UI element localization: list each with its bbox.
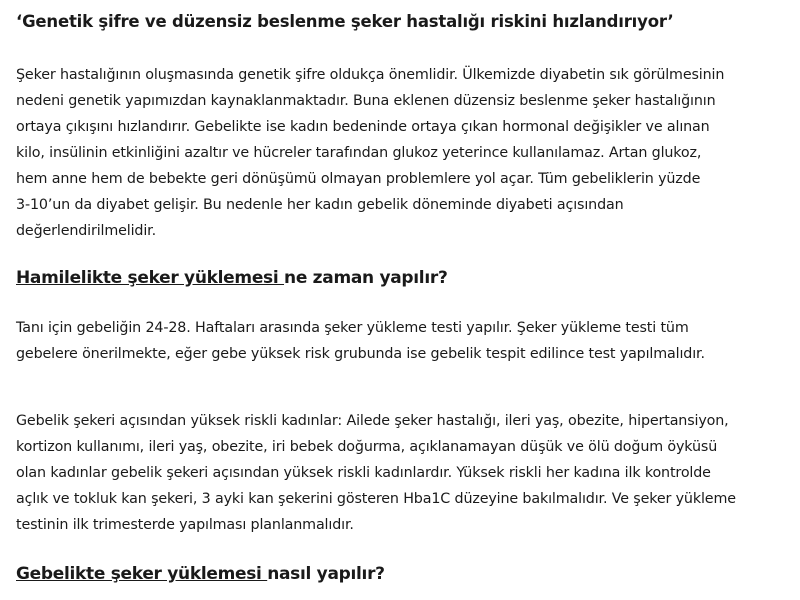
heading-rest-text: ne zaman yapılır? bbox=[284, 268, 448, 288]
paragraph-line: Şeker hastalığının oluşmasında genetik şifre oldukça önemlidir. Ülkemizde diyabetin sık görülmesinin bbox=[16, 67, 725, 83]
hamilelikte-seker-yuklemesi-link[interactable]: Hamilelikte şeker yüklemesi bbox=[16, 268, 285, 288]
section-heading-how bbox=[16, 564, 385, 584]
paragraph-line: 3-10’un da diyabet gelişir. Bu nedenle her kadın gebelik döneminde diyabeti açısından bbox=[16, 197, 624, 213]
paragraph-line: ortaya çıkışını hızlandırır. Gebelikte ise kadın bedeninde ortaya çıkan hormonal değişikler ve alınan bbox=[16, 119, 710, 135]
paragraph-high-risk bbox=[16, 408, 736, 538]
paragraph-test-timing bbox=[16, 315, 705, 367]
paragraph-line: testinin ilk trimesterde yapılması planlanmalıdır. bbox=[16, 517, 354, 533]
paragraph-line: hem anne hem de bebekte geri dönüşümü olmayan problemlere yol açar. Tüm gebeliklerin yüzde bbox=[16, 171, 701, 187]
heading-rest-text: nasıl yapılır? bbox=[267, 564, 385, 584]
paragraph-line: kilo, insülinin etkinliğini azaltır ve hücreler tarafından glukoz yeterince kullanılamaz. Artan glukoz, bbox=[16, 145, 702, 161]
paragraph-line: olan kadınlar gebelik şekeri açısından yüksek riskli kadınlardır. Yüksek riskli her kadına ilk kontrolde bbox=[16, 465, 711, 481]
paragraph-line: değerlendirilmelidir. bbox=[16, 223, 156, 239]
paragraph-line: Gebelik şekeri açısından yüksek riskli kadınlar: Ailede şeker hastalığı, ileri yaş, obezite, hipertansiyon, bbox=[16, 413, 729, 429]
section-heading-when bbox=[16, 268, 448, 288]
gebelikte-seker-yuklemesi-link[interactable]: Gebelikte şeker yüklemesi bbox=[16, 564, 268, 584]
paragraph-line: nedeni genetik yapımızdan kaynaklanmaktadır. Buna eklenen düzensiz beslenme şeker hastalığının bbox=[16, 93, 716, 109]
paragraph-line: kortizon kullanımı, ileri yaş, obezite, iri bebek doğurma, açıklanamayan düşük ve ölü doğum öyküsü bbox=[16, 439, 718, 455]
paragraph-genetics bbox=[16, 62, 724, 244]
article-title: ‘Genetik şifre ve düzensiz beslenme şeker hastalığı riskini hızlandırıyor’ bbox=[16, 12, 674, 31]
paragraph-line: Tanı için gebeliğin 24-28. Haftaları arasında şeker yükleme testi yapılır. Şeker yükleme testi tüm bbox=[16, 320, 689, 336]
paragraph-line: gebelere önerilmekte, eğer gebe yüksek risk grubunda ise gebelik tespit edilince test yapılmalıdır. bbox=[16, 346, 705, 362]
paragraph-line: açlık ve tokluk kan şekeri, 3 ayki kan şekerini gösteren Hba1C düzeyine bakılmalıdır. Ve şeker yükleme bbox=[16, 491, 736, 507]
